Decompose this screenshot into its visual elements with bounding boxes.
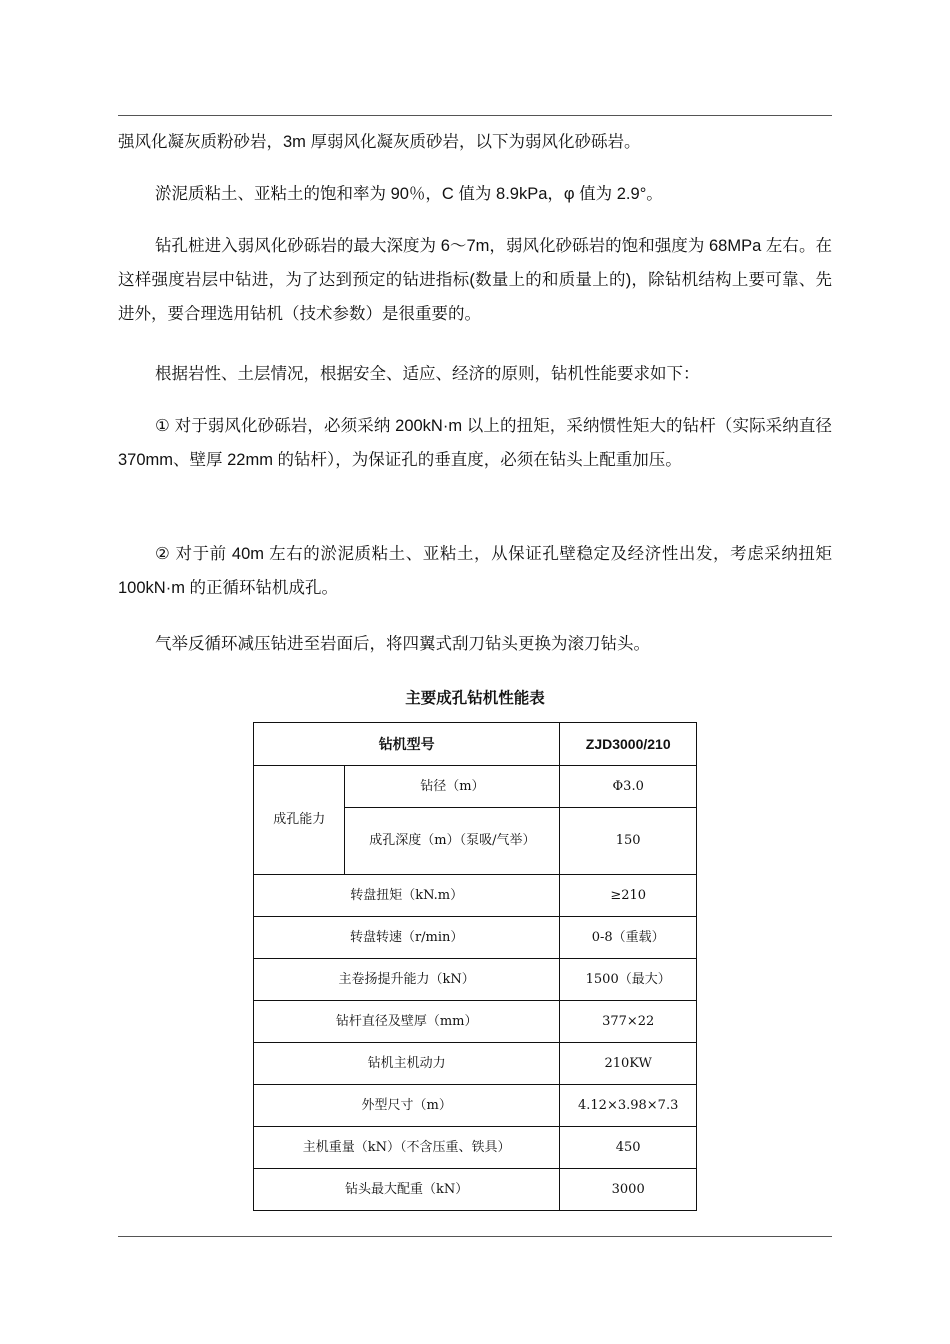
row-label-cell: 钻头最大配重（kN） xyxy=(254,1169,560,1211)
table-row xyxy=(254,1169,697,1211)
paragraph-4: 根据岩性、土层情况，根据安全、适应、经济的原则，钻机性能要求如下： xyxy=(155,365,700,383)
table-row xyxy=(254,1043,697,1085)
paragraph-6: ② 对于前 40m 左右的淤泥质粘土、亚粘土，从保证孔壁稳定及经济性出发，考虑采纳扭矩 100kN·m 的正循环钻机成孔。 xyxy=(118,545,832,597)
header-label-cell: 钻机型号 xyxy=(254,723,560,766)
row-value-cell: 450 xyxy=(560,1127,697,1169)
paragraph-7: 气举反循环减压钻进至岩面后，将四翼式刮刀钻头更换为滚刀钻头。 xyxy=(155,635,650,653)
header-value-cell: ZJD3000/210 xyxy=(560,723,697,766)
table-header-row xyxy=(254,723,697,766)
row-value-cell: 377×22 xyxy=(560,1001,697,1043)
paragraph-2: 淤泥质粘土、亚粘土的饱和率为 90％，C 值为 8.9kPa，φ 值为 2.9°。 xyxy=(155,185,663,203)
row-value-cell: 150 xyxy=(560,808,697,875)
table-row xyxy=(254,1085,697,1127)
row-label-cell: 主卷扬提升能力（kN） xyxy=(254,959,560,1001)
paragraph-3: 钻孔桩进入弱风化砂砾岩的最大深度为 6～7m，弱风化砂砾岩的饱和强度为 68MPa 左右。在这样强度岩层中钻进，为了达到预定的钻进指标(数量上的和质量上的)，除钻机结构上要可靠、先进外，要合理选用钻机（技术参数）是很重要的。 xyxy=(118,237,832,323)
row-value-cell: 210KW xyxy=(560,1043,697,1085)
row-label-cell: 钻径（m） xyxy=(345,766,560,808)
footer-rule xyxy=(118,1236,832,1237)
row-label-cell: 转盘转速（r/min） xyxy=(254,917,560,959)
table-row xyxy=(254,959,697,1001)
header-rule xyxy=(118,115,832,116)
row-label-cell: 转盘扭矩（kN.m） xyxy=(254,875,560,917)
table-row xyxy=(254,1001,697,1043)
table-row xyxy=(254,1127,697,1169)
row-value-cell: Φ3.0 xyxy=(560,766,697,808)
paragraph-5: ① 对于弱风化砂砾岩，必须采纳 200kN·m 以上的扭矩，采纳惯性矩大的钻杆（实际采纳直径 370mm、壁厚 22mm 的钻杆），为保证孔的垂直度，必须在钻头上配重加压。 xyxy=(118,417,832,469)
row-label-cell: 钻机主机动力 xyxy=(254,1043,560,1085)
drill-spec-table xyxy=(253,722,697,1211)
row-value-cell: 4.12×3.98×7.3 xyxy=(560,1085,697,1127)
row-label-cell: 钻杆直径及壁厚（mm） xyxy=(254,1001,560,1043)
row-value-cell: 0-8（重载） xyxy=(560,917,697,959)
table-row xyxy=(254,917,697,959)
group-label-cell: 成孔能力 xyxy=(254,766,345,875)
table-row xyxy=(254,875,697,917)
row-label-cell: 外型尺寸（m） xyxy=(254,1085,560,1127)
paragraph-1: 强风化凝灰质粉砂岩，3m 厚弱风化凝灰质砂岩，以下为弱风化砂砾岩。 xyxy=(118,133,641,151)
row-value-cell: 3000 xyxy=(560,1169,697,1211)
row-value-cell: ≥210 xyxy=(560,875,697,917)
row-label-cell: 主机重量（kN）（不含压重、铁具） xyxy=(254,1127,560,1169)
row-label-cell: 成孔深度（m）（泵吸/气举） xyxy=(345,808,560,875)
table-row xyxy=(254,766,697,808)
row-value-cell: 1500（最大） xyxy=(560,959,697,1001)
table-caption: 主要成孔钻机性能表 xyxy=(405,690,545,707)
